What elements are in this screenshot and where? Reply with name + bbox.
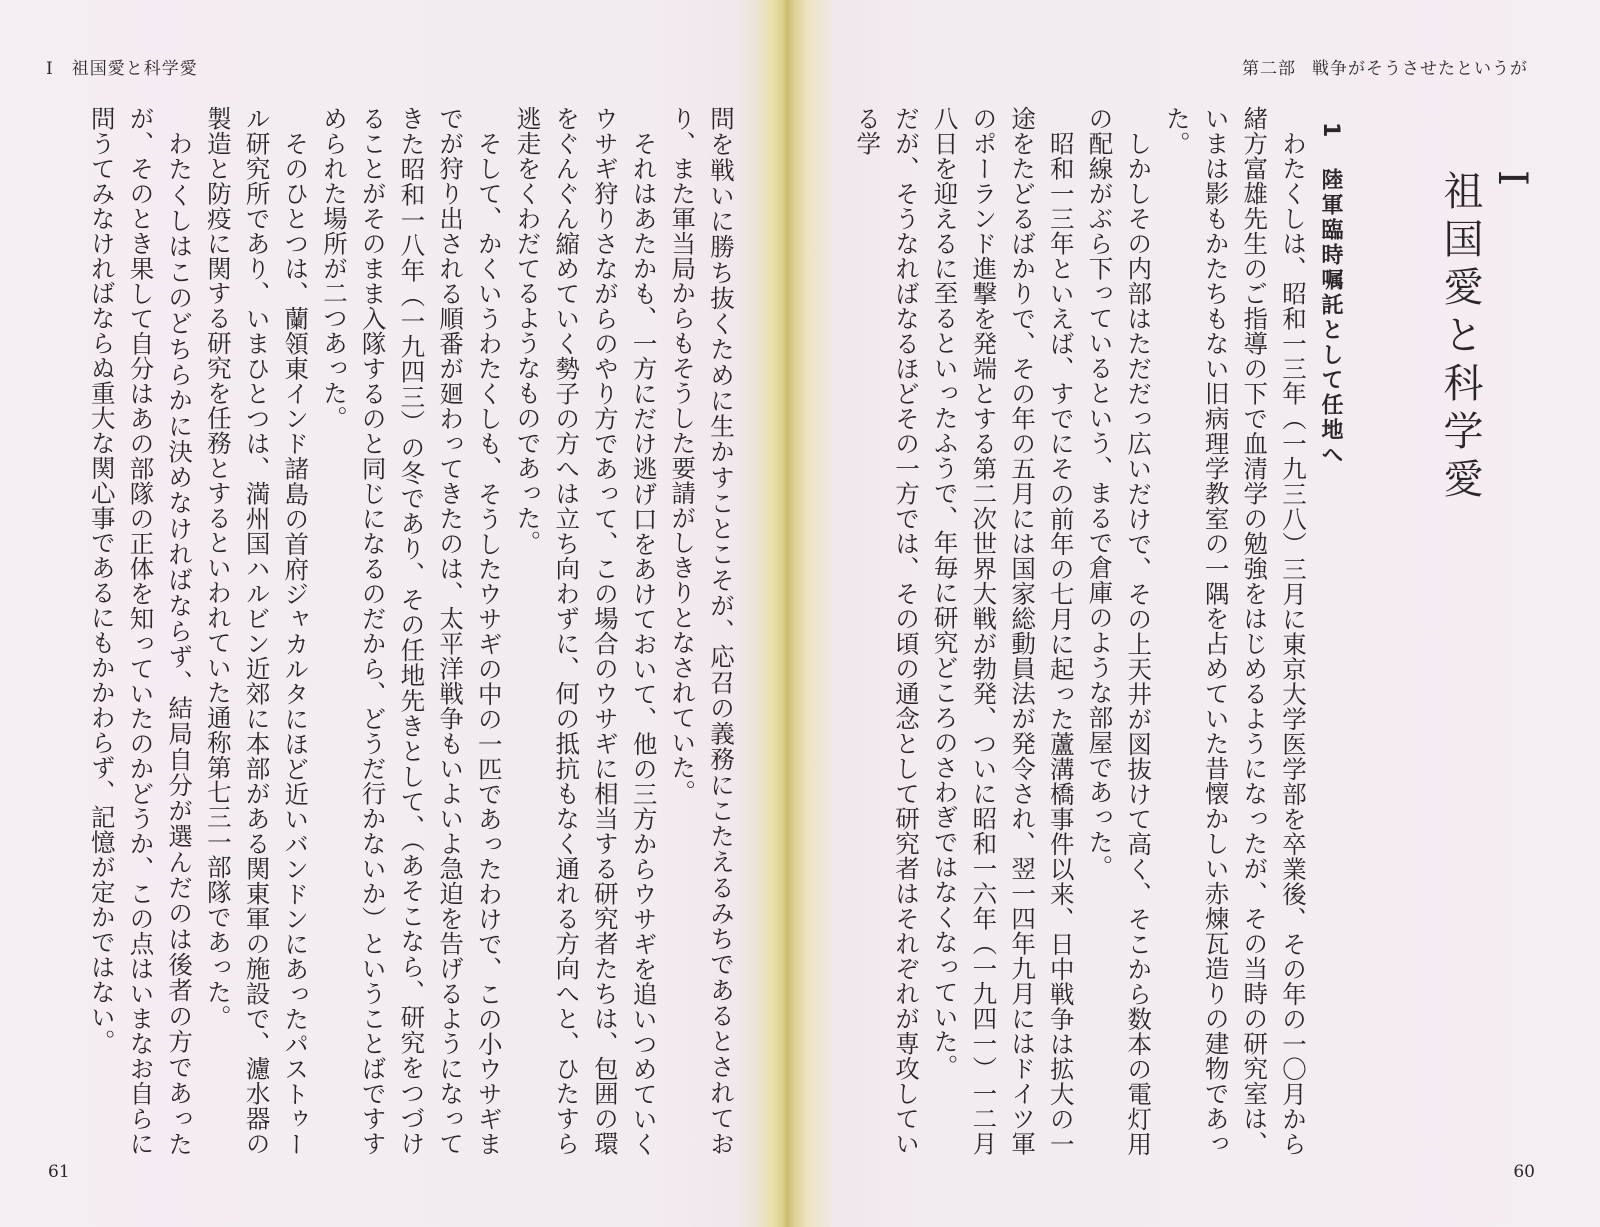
book-gutter (740, 0, 835, 1227)
left-paragraph: 問を戦いに勝ち抜くために生かすことこそが、応召の義務にこたえるみちであるとされており、また軍当局からもそうした要請がしきりとなされていた。 (668, 106, 736, 1156)
chapter-title: 祖国愛と科学愛 (1437, 170, 1483, 506)
right-header-part: 第二部 (1242, 59, 1296, 79)
left-page (0, 0, 770, 1227)
right-running-head (1242, 54, 1528, 79)
right-paragraph: だが、そうなればなるほどその一方では、その頃の通念として研究者はそれぞれが専攻している学 (853, 106, 921, 1156)
chapter-number: I (1489, 170, 1535, 194)
right-paragraph: しかしその内部はただだっ広いだけで、その上天井が図抜けて高く、そこから数本の電灯用の配線がぶら下っているという、まるで倉庫のような部屋であった。 (1085, 106, 1154, 1156)
right-header-title: 戦争がそうさせたというが (1312, 59, 1528, 79)
left-body-text (20, 106, 740, 1156)
right-page-number: 60 (1513, 1162, 1535, 1182)
left-paragraph: そのひとつは、蘭領東インド諸島の首府ジャカルタにほど近いバンドンにあったパストゥール研究所であり、いまひとつは、満州国ハルビン近郊に本部がある関東軍の施設で、濾水器の製造と防疫に関する研究を任務とするといわれていた通称第七三一部隊であった。 (203, 106, 311, 1156)
section-number: 1 (1318, 122, 1343, 141)
left-header-number: I (46, 59, 54, 79)
left-paragraph: わたくしはこのどちらかに決めなければならず、結局自分が選んだのは後者の方であったが、そのとき果して自分はあの部隊の正体を知っていたのかどうか、この点はいまなお自らに問うてみなければならぬ重大な関心事であるにもかかわらず、記憶が定かではない。 (87, 106, 195, 1156)
left-paragraph: そして、かくいうわたくしも、そうしたウサギの中の一匹であったわけで、この小ウサギまでが狩り出される順番が廻わってきたのは、太平洋戦争もいよいよ急迫を告げるようになってきた昭和一八年（一九四三）の冬であり、その任地先きとして、（あそこなら、研究をつづけることがそのまま入隊するのと同じになるのだから、どうだ行かないか）ということばですすめられた場所が二つあった。 (319, 106, 504, 1156)
left-page-number: 61 (48, 1162, 70, 1182)
left-paragraph: それはあたかも、一方にだけ逃げ口をあけておいて、他の三方からウサギを追いつめていくウサギ狩りさながらのやり方であって、この場合のウサギに相当する研究者たちは、包囲の環をぐんぐん縮めていく勢子の方へは立ち向わずに、何の抵抗もなく通れる方向へと、ひたすら逃走をくわだてるようなものであった。 (513, 106, 659, 1156)
section-title: 陸軍臨時嘱託として任地へ (1318, 168, 1343, 469)
chapter-heading (1432, 170, 1535, 506)
left-header-title: 祖国愛と科学愛 (71, 59, 198, 79)
section-heading (1315, 122, 1346, 482)
right-body-text (852, 106, 1312, 1156)
right-paragraph: 昭和一三年といえば、すでにその前年の七月に起った蘆溝橋事件以来、日中戦争は拡大の一途をたどるばかりで、その年の五月には国家総動員法が発令され、翌一四年九月にはドイツ軍のポーランド進撃を発端とする第二次世界大戦が勃発、ついに昭和一六年（一九四一）一二月八日を迎えるに至るといったふうで、年毎に研究どころのさわぎではなくなっていた。 (930, 106, 1076, 1156)
left-running-head (46, 54, 198, 79)
right-paragraph: わたくしは、昭和一三年（一九三八）三月に東京大学医学部を卒業後、その年の一〇月から緒方富雄先生のご指導の下で血清学の勉強をはじめるようになったが、その当時の研究室は、いまは影もかたちもない旧病理学教室の一隅を占めていた昔懐かしい赤煉瓦造りの建物であった。 (1162, 106, 1308, 1156)
